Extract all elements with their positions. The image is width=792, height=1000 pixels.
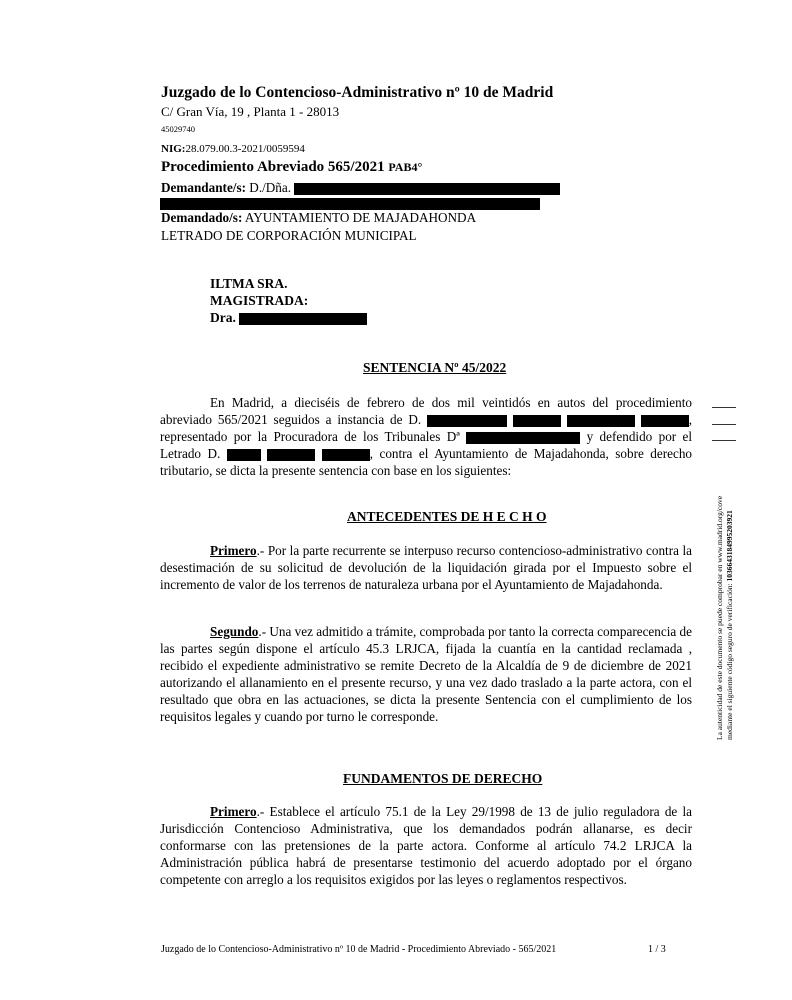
verification-line-2 bbox=[725, 450, 735, 740]
margin-rule bbox=[712, 424, 736, 425]
nig-value: 28.079.00.3-2021/0059594 bbox=[185, 143, 305, 155]
intro-text-4: , contra el Ayuntamiento de Majadahonda, sobre derecho tributario, se dicta la presente sentencia con base en los siguientes: bbox=[160, 446, 693, 478]
sentence-title: SENTENCIA Nº 45/2022 bbox=[363, 360, 507, 375]
defendant-line bbox=[161, 209, 476, 227]
defendant-label: Demandado/s: bbox=[161, 210, 243, 225]
procedure-title: Procedimiento Abreviado 565/2021 bbox=[161, 159, 385, 175]
intro-paragraph bbox=[160, 394, 692, 479]
antecedentes-title: ANTECEDENTES DE H E C H O bbox=[347, 509, 547, 524]
fundamentos-primero-label: Primero bbox=[210, 804, 257, 819]
plaintiff-value: D./Dña. bbox=[249, 180, 292, 195]
antecedentes-segundo bbox=[160, 623, 692, 725]
procedure-suffix: PAB4° bbox=[388, 160, 423, 174]
redaction-bar bbox=[513, 415, 561, 427]
redaction-bar bbox=[239, 313, 367, 325]
intro-text-3: y defendido por el Letrado D. bbox=[160, 429, 693, 461]
antecedentes-primero bbox=[160, 542, 692, 593]
plaintiff-line bbox=[161, 179, 560, 197]
nig-line bbox=[161, 143, 305, 155]
redaction-bar bbox=[294, 183, 560, 195]
fundamentos-primero-text: .- Establece el artículo 75.1 de la Ley 29/1998 de 13 de julio reguladora de la Jurisdicción Contencioso Administrativa, que los demandados podrán allanarse, es decir conformarse con las pretensiones de la parte actora. Conforme al artículo 74.2 LRJCA la Administración pública habrá de presentarse testimonio del acuerdo adoptado por el órgano competente con arreglo a los requisitos exigidos por las leyes o reglamentos respectivos. bbox=[160, 804, 692, 887]
verification-code: 1036643184995203921 bbox=[725, 510, 734, 582]
verification-stamp bbox=[715, 450, 735, 740]
judge-role: MAGISTRADA: bbox=[210, 293, 309, 308]
redaction-bar bbox=[322, 449, 370, 461]
redaction-bar bbox=[567, 415, 635, 427]
defendant-value: AYUNTAMIENTO DE MAJADAHONDA bbox=[244, 210, 477, 225]
redaction-bar bbox=[267, 449, 315, 461]
redaction-bar bbox=[641, 415, 689, 427]
primero-label: Primero bbox=[210, 543, 257, 558]
intro-text-1: En Madrid, a dieciséis de febrero de dos mil veintidós en autos del procedimiento abreviado 565/2021 seguidos a instancia de D. bbox=[160, 395, 692, 427]
verification-line-1: La autenticidad de este documento se puede comprobar en www.madrid.org/cove bbox=[715, 495, 724, 740]
segundo-text: .- Una vez admitido a trámite, comprobada por tanto la correcta comparecencia de las partes según dispone el artículo 45.3 LRJCA, fijada la cuantía en la cantidad reclamada , recibido el expediente administrativo se remite Decreto de la Alcaldía de 9 de diciembre de 2021 autorizando el allanamiento en el presente recurso, y una vez dado traslado a la parte actora, con el resultado que obra en las actuaciones, se dicta la presente Sentencia con el cumplimiento de los requisitos legales y cuando por turno le corresponde. bbox=[160, 624, 692, 724]
fundamentos-primero bbox=[160, 803, 692, 888]
redaction-bar bbox=[466, 432, 580, 444]
page-number: 1 / 3 bbox=[648, 944, 666, 955]
intro-text-2: , representado por la Procuradora de los Tribunales Dª bbox=[160, 412, 692, 444]
defendant-representative: LETRADO DE CORPORACIÓN MUNICIPAL bbox=[161, 228, 417, 243]
margin-rule bbox=[712, 440, 736, 441]
page-footer: Juzgado de lo Contencioso-Administrativo nº 10 de Madrid - Procedimiento Abreviado - 565/2021 bbox=[161, 944, 557, 955]
segundo-label: Segundo bbox=[210, 624, 259, 639]
nig-label: NIG: bbox=[161, 143, 186, 155]
margin-rule bbox=[712, 407, 736, 408]
redaction-bar bbox=[427, 415, 507, 427]
redaction-bar bbox=[227, 449, 261, 461]
fundamentos-title: FUNDAMENTOS DE DERECHO bbox=[343, 771, 543, 786]
court-address: C/ Gran Vía, 19 , Planta 1 - 28013 bbox=[161, 104, 340, 119]
court-code: 45029740 bbox=[161, 124, 195, 134]
judge-title: ILTMA SRA. bbox=[210, 276, 288, 291]
primero-text: .- Por la parte recurrente se interpuso recurso contencioso-administrativo contra la desestimación de su solicitud de devolución de la liquidación girada por el Impuesto sobre el incremento de valor de los terrenos de naturaleza urbana por el Ayuntamiento de Majadahonda. bbox=[160, 543, 692, 592]
court-name: Juzgado de lo Contencioso-Administrativo nº 10 de Madrid bbox=[161, 84, 554, 101]
plaintiff-label: Demandante/s: bbox=[161, 180, 246, 195]
procedure-line bbox=[161, 159, 422, 176]
judge-name-line bbox=[210, 310, 367, 326]
verification-prefix: mediante el siguiente código seguro de verificación: bbox=[725, 583, 734, 740]
judge-prefix: Dra. bbox=[210, 310, 236, 325]
